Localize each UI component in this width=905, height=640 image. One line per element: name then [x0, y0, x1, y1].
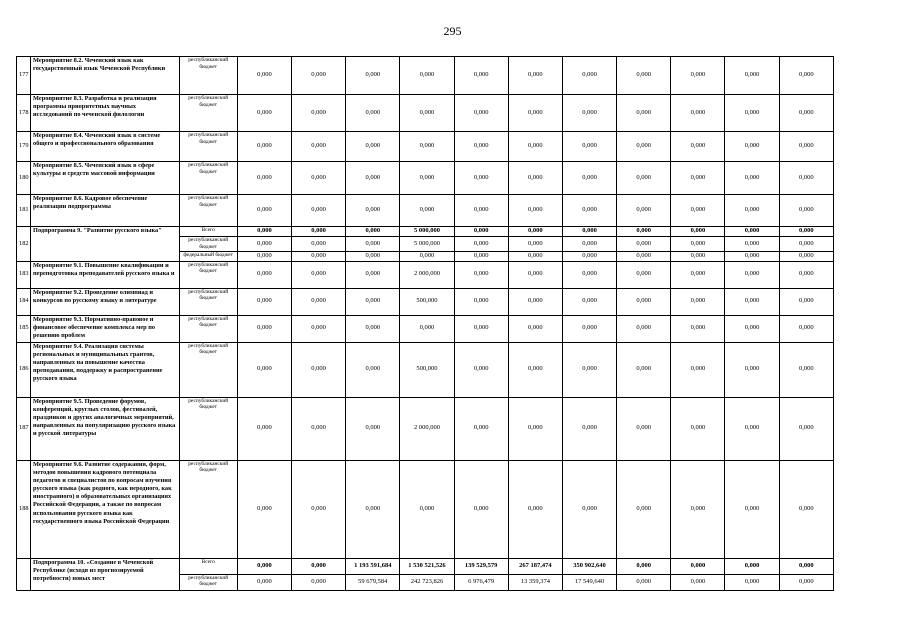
value-cell: 0,000	[454, 162, 508, 195]
table-row	[17, 315, 834, 342]
value-cell: 500,000	[400, 288, 454, 315]
value-cell: 0,000	[671, 251, 725, 261]
value-cell: 0,000	[779, 574, 833, 590]
value-cell: 0,000	[779, 288, 833, 315]
value-cell: 0,000	[779, 132, 833, 162]
value-cell: 0,000	[291, 558, 345, 574]
row-index: 182	[17, 227, 31, 262]
value-cell: 1 530 521,526	[400, 558, 454, 574]
value-cell: 0,000	[291, 397, 345, 460]
value-cell: 0,000	[237, 237, 291, 252]
value-cell: 0,000	[671, 342, 725, 397]
value-cell: 0,000	[725, 558, 779, 574]
value-cell: 0,000	[779, 558, 833, 574]
value-cell: 0,000	[454, 251, 508, 261]
value-cell: 0,000	[725, 288, 779, 315]
value-cell: 0,000	[346, 251, 400, 261]
value-cell: 0,000	[454, 397, 508, 460]
value-cell: 5 000,000	[400, 227, 454, 237]
funding-source: республиканский бюджет	[179, 195, 237, 227]
value-cell: 0,000	[725, 342, 779, 397]
value-cell: 0,000	[291, 342, 345, 397]
row-description: Мероприятие 8.6. Кадровое обеспечение реализации подпрограммы	[31, 195, 180, 227]
value-cell: 0,000	[400, 162, 454, 195]
value-cell: 0,000	[671, 132, 725, 162]
value-cell: 0,000	[617, 251, 671, 261]
value-cell: 0,000	[508, 132, 562, 162]
value-cell: 0,000	[562, 237, 616, 252]
value-cell: 0,000	[617, 288, 671, 315]
row-index: 185	[17, 315, 31, 342]
value-cell: 0,000	[508, 227, 562, 237]
table-row	[17, 195, 834, 227]
value-cell: 0,000	[725, 315, 779, 342]
value-cell: 0,000	[346, 315, 400, 342]
value-cell: 0,000	[508, 460, 562, 558]
row-description: Мероприятие 9.5. Проведение форумов, конференций, круглых столов, фестивалей, праздников и других аналогичных мероприятий, направленных на популяризацию русского языка и русской литературы	[31, 397, 180, 460]
value-cell: 0,000	[617, 237, 671, 252]
value-cell: 0,000	[617, 57, 671, 95]
funding-source: республиканский бюджет	[179, 132, 237, 162]
value-cell: 0,000	[562, 397, 616, 460]
budget-table	[16, 56, 834, 591]
value-cell: 0,000	[237, 397, 291, 460]
funding-source: республиканский бюджет	[179, 237, 237, 252]
value-cell: 0,000	[617, 460, 671, 558]
value-cell: 0,000	[346, 195, 400, 227]
value-cell: 0,000	[671, 95, 725, 132]
value-cell: 0,000	[617, 261, 671, 288]
funding-source: Всего	[179, 227, 237, 237]
value-cell: 0,000	[346, 95, 400, 132]
row-description: Мероприятие 8.5. Чеченский язык в сфере культуры и средств массовой информации	[31, 162, 180, 195]
value-cell: 0,000	[237, 574, 291, 590]
value-cell: 0,000	[617, 342, 671, 397]
table-row	[17, 558, 834, 574]
table-row	[17, 288, 834, 315]
row-description: Мероприятие 8.4. Чеченский язык в системе общего и профессионального образования	[31, 132, 180, 162]
value-cell: 0,000	[779, 237, 833, 252]
row-description: Мероприятие 8.2. Чеченский язык как государственный язык Чеченской Республики	[31, 57, 180, 95]
funding-source: республиканский бюджет	[179, 315, 237, 342]
value-cell: 0,000	[508, 288, 562, 315]
row-index: 179	[17, 132, 31, 162]
value-cell: 0,000	[291, 261, 345, 288]
funding-source: республиканский бюджет	[179, 162, 237, 195]
value-cell: 0,000	[400, 132, 454, 162]
value-cell: 0,000	[291, 57, 345, 95]
value-cell: 0,000	[779, 195, 833, 227]
table-row	[17, 57, 834, 95]
table-row	[17, 342, 834, 397]
value-cell: 0,000	[346, 397, 400, 460]
value-cell: 0,000	[508, 261, 562, 288]
value-cell: 0,000	[725, 397, 779, 460]
value-cell: 0,000	[725, 195, 779, 227]
value-cell: 0,000	[562, 57, 616, 95]
table-row	[17, 261, 834, 288]
row-index: 180	[17, 162, 31, 195]
value-cell: 0,000	[237, 460, 291, 558]
funding-source: республиканский бюджет	[179, 288, 237, 315]
value-cell: 0,000	[671, 195, 725, 227]
value-cell: 0,000	[725, 251, 779, 261]
value-cell: 0,000	[454, 237, 508, 252]
value-cell: 0,000	[671, 315, 725, 342]
row-index	[17, 558, 31, 590]
value-cell: 0,000	[779, 342, 833, 397]
value-cell: 0,000	[400, 95, 454, 132]
value-cell: 0,000	[671, 460, 725, 558]
value-cell: 500,000	[400, 342, 454, 397]
value-cell: 0,000	[617, 227, 671, 237]
funding-source: федеральный бюджет	[179, 251, 237, 261]
value-cell: 0,000	[291, 315, 345, 342]
table-row	[17, 227, 834, 237]
value-cell: 0,000	[617, 195, 671, 227]
value-cell: 0,000	[725, 57, 779, 95]
value-cell: 0,000	[346, 237, 400, 252]
value-cell: 0,000	[779, 460, 833, 558]
value-cell: 350 902,640	[562, 558, 616, 574]
value-cell: 0,000	[725, 460, 779, 558]
row-index: 188	[17, 460, 31, 558]
value-cell: 0,000	[291, 95, 345, 132]
value-cell: 0,000	[237, 342, 291, 397]
value-cell: 0,000	[291, 162, 345, 195]
value-cell: 2 000,000	[400, 261, 454, 288]
value-cell: 0,000	[725, 574, 779, 590]
value-cell: 0,000	[454, 261, 508, 288]
row-description: Мероприятие 9.6. Развитие содержания, форм, методов повышения кадрового потенциала педагогов и специалистов по вопросам изучения русского языка (как родного, как неродного, как иностранного) в образовательных организациях Российской Федерации, а также по вопросам использования русского языка как государственного языка Российской Федерации	[31, 460, 180, 558]
value-cell: 2 000,000	[400, 397, 454, 460]
value-cell: 0,000	[779, 95, 833, 132]
value-cell: 0,000	[508, 237, 562, 252]
value-cell: 0,000	[346, 342, 400, 397]
row-description: Мероприятие 9.3. Нормативно-правовое и финансовое обеспечение комплекса мер по решению проблем	[31, 315, 180, 342]
table-row	[17, 132, 834, 162]
row-index: 181	[17, 195, 31, 227]
value-cell: 0,000	[237, 558, 291, 574]
row-index: 187	[17, 397, 31, 460]
value-cell: 0,000	[671, 288, 725, 315]
value-cell: 0,000	[562, 227, 616, 237]
value-cell: 0,000	[454, 315, 508, 342]
value-cell: 0,000	[671, 397, 725, 460]
value-cell: 0,000	[562, 261, 616, 288]
value-cell: 0,000	[400, 251, 454, 261]
value-cell: 13 359,374	[508, 574, 562, 590]
value-cell: 0,000	[779, 397, 833, 460]
value-cell: 5 000,000	[400, 237, 454, 252]
value-cell: 0,000	[454, 227, 508, 237]
value-cell: 0,000	[617, 574, 671, 590]
value-cell: 0,000	[346, 460, 400, 558]
value-cell: 0,000	[671, 261, 725, 288]
value-cell: 0,000	[779, 57, 833, 95]
funding-source: республиканский бюджет	[179, 460, 237, 558]
value-cell: 0,000	[671, 574, 725, 590]
value-cell: 0,000	[671, 57, 725, 95]
value-cell: 0,000	[508, 95, 562, 132]
value-cell: 0,000	[508, 162, 562, 195]
value-cell: 0,000	[725, 95, 779, 132]
value-cell: 0,000	[508, 315, 562, 342]
value-cell: 0,000	[400, 460, 454, 558]
value-cell: 0,000	[617, 132, 671, 162]
value-cell: 0,000	[617, 315, 671, 342]
row-index: 183	[17, 261, 31, 288]
value-cell: 0,000	[562, 460, 616, 558]
funding-source: республиканский бюджет	[179, 261, 237, 288]
value-cell: 0,000	[237, 251, 291, 261]
value-cell: 0,000	[291, 251, 345, 261]
value-cell: 0,000	[454, 95, 508, 132]
value-cell: 0,000	[562, 342, 616, 397]
table-row	[17, 95, 834, 132]
value-cell: 0,000	[346, 261, 400, 288]
value-cell: 0,000	[346, 162, 400, 195]
value-cell: 59 679,584	[346, 574, 400, 590]
value-cell: 0,000	[346, 288, 400, 315]
value-cell: 267 187,474	[508, 558, 562, 574]
value-cell: 0,000	[454, 342, 508, 397]
value-cell: 0,000	[617, 397, 671, 460]
row-description: Подпрограмма 10. «Создание в Чеченской Республике (исходя из прогнозируемой потребности) новых мест	[31, 558, 180, 590]
value-cell: 0,000	[562, 162, 616, 195]
value-cell: 17 549,640	[562, 574, 616, 590]
value-cell: 0,000	[779, 261, 833, 288]
budget-table-container	[16, 56, 834, 604]
page-number: 295	[443, 24, 462, 38]
table-row	[17, 460, 834, 558]
value-cell: 0,000	[346, 132, 400, 162]
value-cell: 0,000	[779, 227, 833, 237]
value-cell: 0,000	[725, 227, 779, 237]
value-cell: 0,000	[725, 261, 779, 288]
value-cell: 0,000	[671, 162, 725, 195]
value-cell: 0,000	[617, 162, 671, 195]
value-cell: 0,000	[291, 574, 345, 590]
row-index: 184	[17, 288, 31, 315]
value-cell: 0,000	[725, 132, 779, 162]
value-cell: 139 529,579	[454, 558, 508, 574]
value-cell: 0,000	[237, 227, 291, 237]
funding-source: республиканский бюджет	[179, 57, 237, 95]
table-row	[17, 397, 834, 460]
value-cell: 242 723,826	[400, 574, 454, 590]
value-cell: 0,000	[237, 195, 291, 227]
value-cell: 0,000	[562, 195, 616, 227]
funding-source: республиканский бюджет	[179, 397, 237, 460]
row-description: Подпрограмма 9. "Развитие русского языка"	[31, 227, 180, 262]
value-cell: 1 193 591,684	[346, 558, 400, 574]
value-cell: 6 976,479	[454, 574, 508, 590]
value-cell: 0,000	[617, 558, 671, 574]
value-cell: 0,000	[562, 315, 616, 342]
funding-source: Всего	[179, 558, 237, 574]
value-cell: 0,000	[237, 261, 291, 288]
value-cell: 0,000	[617, 95, 671, 132]
value-cell: 0,000	[291, 237, 345, 252]
value-cell: 0,000	[454, 195, 508, 227]
value-cell: 0,000	[562, 251, 616, 261]
value-cell: 0,000	[508, 57, 562, 95]
value-cell: 0,000	[671, 227, 725, 237]
value-cell: 0,000	[291, 132, 345, 162]
row-description: Мероприятие 9.2. Проведение олимпиад и конкурсов по русскому языку и литературе	[31, 288, 180, 315]
funding-source: республиканский бюджет	[179, 342, 237, 397]
value-cell: 0,000	[291, 227, 345, 237]
value-cell: 0,000	[237, 162, 291, 195]
value-cell: 0,000	[562, 95, 616, 132]
funding-source: республиканский бюджет	[179, 574, 237, 590]
value-cell: 0,000	[454, 288, 508, 315]
value-cell: 0,000	[454, 460, 508, 558]
value-cell: 0,000	[725, 162, 779, 195]
row-description: Мероприятие 9.4. Реализация системы региональных и муниципальных грантов, направленных на повышение качества преподавания, поддержку и распространение русского языка	[31, 342, 180, 397]
value-cell: 0,000	[671, 558, 725, 574]
value-cell: 0,000	[562, 288, 616, 315]
value-cell: 0,000	[291, 460, 345, 558]
value-cell: 0,000	[562, 132, 616, 162]
row-index: 178	[17, 95, 31, 132]
value-cell: 0,000	[779, 162, 833, 195]
value-cell: 0,000	[508, 342, 562, 397]
row-description: Мероприятие 8.3. Разработка и реализация программы приоритетных научных исследований по чеченской филологии	[31, 95, 180, 132]
value-cell: 0,000	[779, 251, 833, 261]
value-cell: 0,000	[400, 195, 454, 227]
value-cell: 0,000	[291, 288, 345, 315]
value-cell: 0,000	[779, 315, 833, 342]
value-cell: 0,000	[454, 132, 508, 162]
table-row	[17, 162, 834, 195]
value-cell: 0,000	[671, 237, 725, 252]
value-cell: 0,000	[237, 132, 291, 162]
value-cell: 0,000	[508, 251, 562, 261]
row-index: 186	[17, 342, 31, 397]
row-index: 177	[17, 57, 31, 95]
value-cell: 0,000	[508, 397, 562, 460]
value-cell: 0,000	[237, 57, 291, 95]
value-cell: 0,000	[400, 315, 454, 342]
value-cell: 0,000	[237, 288, 291, 315]
value-cell: 0,000	[454, 57, 508, 95]
value-cell: 0,000	[346, 57, 400, 95]
value-cell: 0,000	[237, 95, 291, 132]
value-cell: 0,000	[400, 57, 454, 95]
row-description: Мероприятие 9.1. Повышение квалификации и переподготовка преподавателей русского языка и	[31, 261, 180, 288]
funding-source: республиканский бюджет	[179, 95, 237, 132]
value-cell: 0,000	[725, 237, 779, 252]
value-cell: 0,000	[237, 315, 291, 342]
value-cell: 0,000	[291, 195, 345, 227]
value-cell: 0,000	[508, 195, 562, 227]
value-cell: 0,000	[346, 227, 400, 237]
